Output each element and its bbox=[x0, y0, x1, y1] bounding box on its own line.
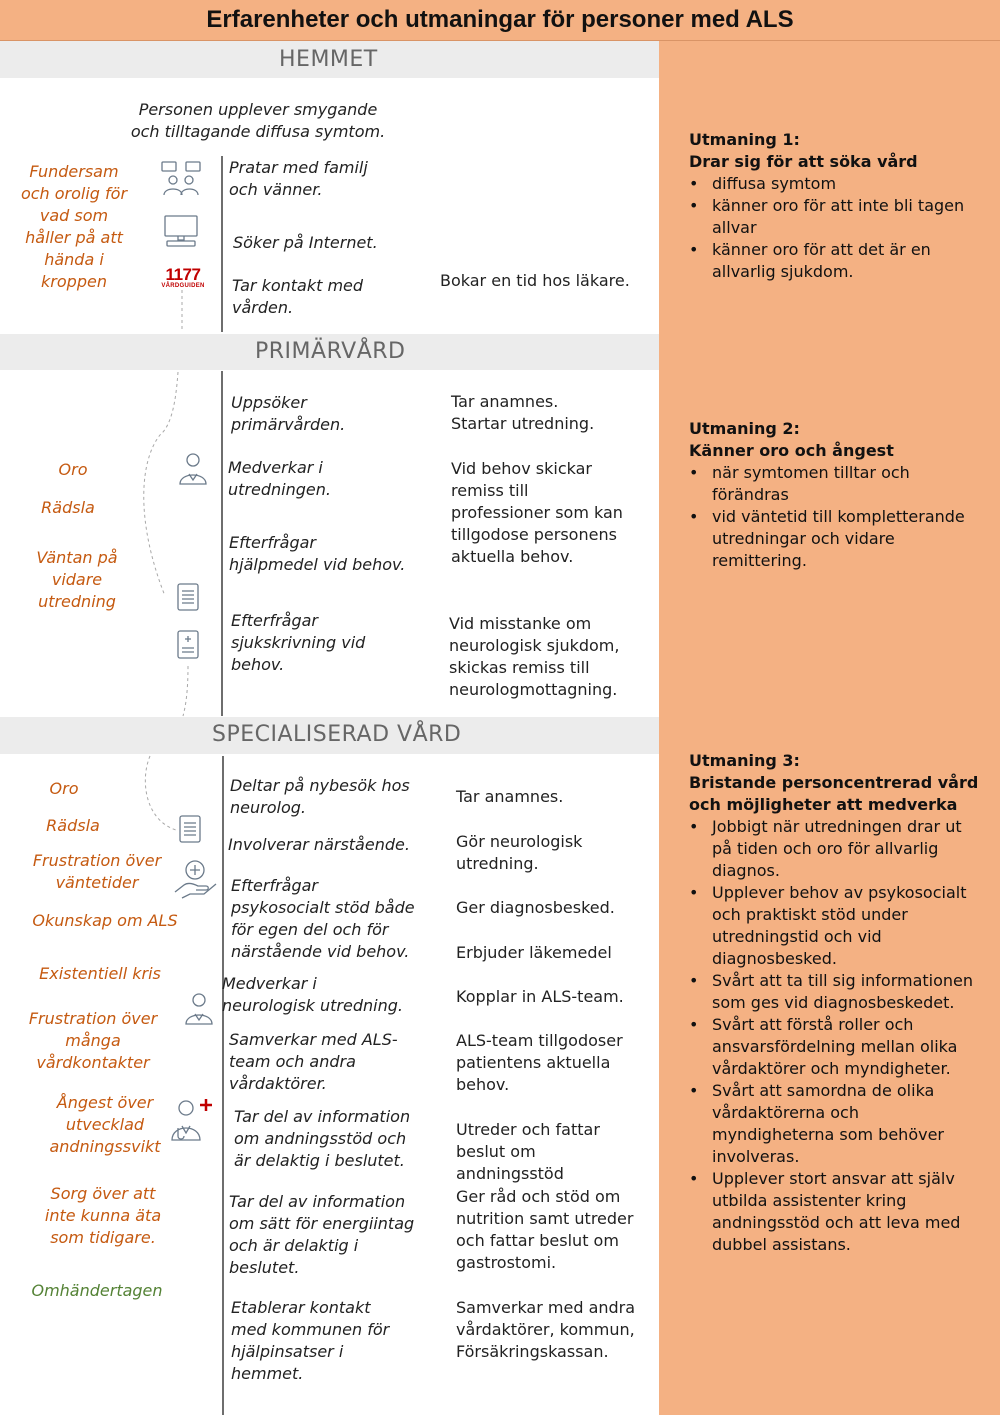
primarvard-person-2: Medverkar i utredningen. bbox=[228, 458, 331, 499]
specialiserad-emotion-4: Okunskap om ALS bbox=[32, 911, 178, 930]
page-title: Erfarenheter och utmaningar för personer med ALS bbox=[206, 6, 794, 33]
computer-icon bbox=[162, 214, 200, 248]
specialiserad-care-5: Kopplar in ALS-team. bbox=[456, 987, 624, 1006]
dashed-connector-2 bbox=[144, 372, 178, 596]
primarvard-care-2: Vid behov skickar remiss till professioner som kan tillgodose personens aktuella behov. bbox=[451, 459, 623, 566]
hemmet-emotion: Fundersam och orolig för vad som håller på att hända i kroppen bbox=[20, 162, 128, 291]
family-chat-icon bbox=[160, 160, 202, 198]
specialiserad-care-2: Gör neurologisk utredning. bbox=[456, 832, 583, 873]
specialiserad-person-2: Involverar närstående. bbox=[228, 835, 410, 854]
hemmet-person-3: Tar kontakt med vården. bbox=[232, 276, 364, 317]
dashed-connector-4 bbox=[145, 756, 176, 830]
specialiserad-emotion-8: Sorg över att inte kunna äta som tidigare. bbox=[44, 1184, 162, 1247]
care-hand-icon bbox=[172, 858, 218, 902]
specialiserad-care-1: Tar anamnes. bbox=[456, 787, 564, 806]
sick-note-icon bbox=[176, 628, 200, 660]
als-team-icon bbox=[168, 1096, 216, 1142]
primarvard-care-1: Tar anamnes. Startar utredning. bbox=[451, 392, 595, 433]
primarvard-emotion-3: Väntan på vidare utredning bbox=[36, 548, 118, 611]
primarvard-person-4: Efterfrågar sjukskrivning vid behov. bbox=[231, 611, 366, 674]
section-label-primarvard: PRIMÄRVÅRD bbox=[255, 339, 406, 364]
dashed-connector-3 bbox=[183, 666, 188, 716]
doctor-icon bbox=[176, 450, 210, 486]
primarvard-person-1: Uppsöker primärvården. bbox=[231, 393, 346, 434]
specialiserad-care-8: Ger råd och stöd om nutrition samt utreder och fattar beslut om gastrostomi. bbox=[456, 1187, 634, 1272]
specialiserad-care-7: Utreder och fattar beslut om andningsstöd bbox=[456, 1120, 600, 1183]
specialiserad-care-9: Samverkar med andra vårdaktörer, kommun, Försäkringskassan. bbox=[456, 1298, 636, 1361]
specialiserad-care-4: Erbjuder läkemedel bbox=[456, 943, 612, 962]
challenge-2-item-2: • vid väntetid till kompletterande utredningar och vidare remittering. bbox=[689, 506, 979, 572]
specialiserad-emotion-5: Existentiell kris bbox=[39, 964, 161, 983]
challenge-3-label: Utmaning 3: bbox=[689, 751, 800, 770]
specialiserad-person-1: Deltar på nybesök hos neurolog. bbox=[230, 776, 410, 817]
logo-1177-sub: VÅRDGUIDEN bbox=[161, 283, 205, 289]
specialiserad-emotion-1: Oro bbox=[49, 779, 79, 798]
challenge-3-item-2: • Upplever behov av psykosocialt och praktiskt stöd under utredningstid och vid diagnosbesked. bbox=[689, 882, 981, 970]
hemmet-person-1: Pratar med familj och vänner. bbox=[229, 158, 368, 199]
primarvard-care-3: Vid misstanke om neurologisk sjukdom, skickas remiss till neurologmottagning. bbox=[449, 614, 620, 699]
specialiserad-emotion-7: Ångest över utvecklad andningssvikt bbox=[49, 1093, 161, 1156]
challenge-3-item-5: • Svårt att samordna de olika vårdaktörerna och myndigheterna som behöver involveras. bbox=[689, 1080, 981, 1168]
challenge-3 bbox=[689, 750, 981, 1256]
challenge-2-item-1: • när symtomen tilltar och förändras bbox=[689, 462, 979, 506]
hemmet-care-1: Bokar en tid hos läkare. bbox=[440, 271, 630, 290]
specialiserad-person-8: Etablerar kontakt med kommunen för hjälpinsatser i hemmet. bbox=[231, 1298, 390, 1383]
specialiserad-person-4: Medverkar i neurologisk utredning. bbox=[222, 974, 403, 1015]
specialiserad-emotion-6: Frustration över många vårdkontakter bbox=[28, 1009, 158, 1072]
specialiserad-emotion-9: Omhändertagen bbox=[31, 1281, 163, 1300]
logo-1177-number: 1177 bbox=[165, 265, 201, 284]
challenge-3-item-3: • Svårt att ta till sig informationen som ges vid diagnosbeskedet. bbox=[689, 970, 981, 1014]
primarvard-emotion-2: Rädsla bbox=[41, 498, 95, 517]
challenge-1-item-1: • diffusa symtom bbox=[689, 173, 979, 195]
specialiserad-emotion-3: Frustration över väntetider bbox=[32, 851, 162, 892]
document-icon bbox=[176, 582, 200, 612]
specialiserad-care-6: ALS-team tillgodoser patientens aktuella behov. bbox=[456, 1031, 623, 1094]
logo-1177 bbox=[157, 267, 209, 290]
section-label-specialiserad: SPECIALISERAD VÅRD bbox=[212, 722, 462, 747]
neurologist-icon bbox=[182, 990, 216, 1026]
primarvard-emotion-1: Oro bbox=[58, 460, 88, 479]
challenge-1-item-2: • känner oro för att inte bli tagen allvar bbox=[689, 195, 979, 239]
challenge-3-list bbox=[689, 816, 981, 1256]
specialiserad-emotion-2: Rädsla bbox=[46, 816, 100, 835]
challenge-1-item-3: • känner oro för att det är en allvarlig sjukdom. bbox=[689, 239, 979, 283]
specialiserad-person-5: Samverkar med ALS-team och andra vårdaktörer. bbox=[229, 1030, 398, 1093]
challenge-3-item-4: • Svårt att förstå roller och ansvarsfördelning mellan olika vårdaktörer och myndigheter. bbox=[689, 1014, 981, 1080]
challenge-1-label: Utmaning 1: bbox=[689, 130, 800, 149]
section-label-hemmet: HEMMET bbox=[279, 47, 378, 72]
hemmet-intro: Personen upplever smygande och tilltagande diffusa symtom. bbox=[130, 100, 386, 141]
specialiserad-person-3: Efterfrågar psykosocialt stöd både för egen del och för närstående vid behov. bbox=[231, 876, 415, 961]
specialiserad-care-3: Ger diagnosbesked. bbox=[456, 898, 615, 917]
challenge-3-item-1: • Jobbigt när utredningen drar ut på tiden och oro för allvarlig diagnos. bbox=[689, 816, 981, 882]
referral-document-icon bbox=[178, 814, 202, 844]
challenge-3-heading: Bristande personcentrerad vård och möjligheter att medverka bbox=[689, 773, 979, 814]
challenge-2 bbox=[689, 418, 979, 572]
challenge-1-list bbox=[689, 173, 979, 283]
specialiserad-person-6: Tar del av information om andningsstöd och är delaktig i beslutet. bbox=[234, 1107, 411, 1170]
challenge-1 bbox=[689, 129, 979, 283]
primarvard-person-3: Efterfrågar hjälpmedel vid behov. bbox=[229, 533, 406, 574]
challenge-1-heading: Drar sig för att söka vård bbox=[689, 152, 918, 171]
specialiserad-person-7: Tar del av information om sätt för energiintag och är delaktig i beslutet. bbox=[229, 1192, 415, 1277]
challenge-2-heading: Känner oro och ångest bbox=[689, 441, 894, 460]
challenge-3-item-6: • Upplever stort ansvar att själv utbilda assistenter kring andningsstöd och att leva med dubbel assistans. bbox=[689, 1168, 981, 1256]
challenge-2-label: Utmaning 2: bbox=[689, 419, 800, 438]
hemmet-person-2: Söker på Internet. bbox=[233, 233, 378, 252]
challenge-2-list bbox=[689, 462, 979, 572]
